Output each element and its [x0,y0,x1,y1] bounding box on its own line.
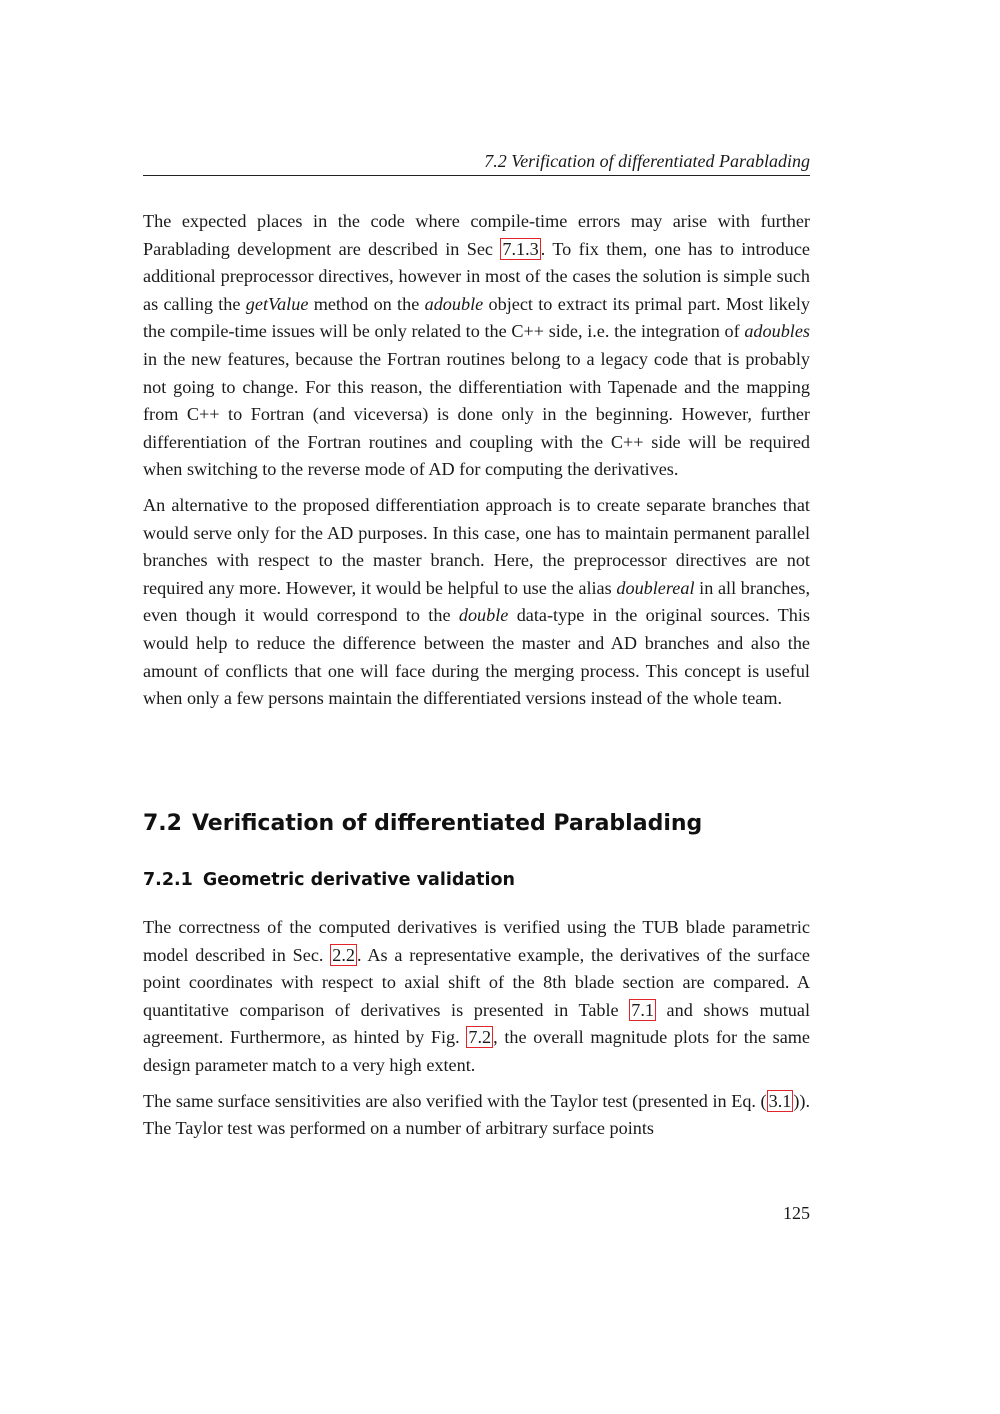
page-number: 125 [783,1203,810,1223]
code-term-adouble: adouble [424,293,484,314]
section-link-7-1-3[interactable]: 7.1.3 [502,238,539,259]
section-link-2-2[interactable]: 2.2 [332,944,356,965]
paragraph-compile-errors: The expected places in the code where compile-time errors may arise with further Parablading development are described in Sec 7.1.3 . To fix them, one has to introduce additional preprocessor directives, however in most of the cases the solution is simple such as calling the getValue method on the adouble object to extract its primal part. Most likely the compile-time issues will be only related to the C++ side, i.e. the integration of adoubles in the new features, because the Fortran routines belong to a legacy code that is probably not going to change. For this reason, the differentiation with Tapenade and the mapping from C++ to Fortran (and viceversa) is done only in the beginning. However, further differentiation of the Fortran routines and coupling with the C++ side will be required when switching to the reverse mode of AD for computing the derivatives. [143,211,810,480]
code-term-doublereal: doublereal [616,577,695,598]
paragraph-alternative-branches: An alternative to the proposed differentiation approach is to create separate branches that would serve only for the AD purposes. In this case, one has to maintain permanent parallel branches with respect to the master branch. Here, the preprocessor directives are not required any more. However, it would be helpful to use the alias doublereal in all branches, even though it would correspond to the double data-type in the original sources. This would help to reduce the difference between the master and AD branches and also the amount of conflicts that one will face during the merging process. This concept is useful when only a few persons maintain the differentiated versions instead of the whole team. [143,494,810,709]
section-number: 7.2 [143,811,182,836]
code-term-adoubles: adoubles [744,321,810,342]
paragraph-taylor-test: The same surface sensitivities are also verified with the Taylor test (presented in Eq. ( 3.1 )). The Taylor test was performed on a number of arbitrary surface points [143,1090,810,1139]
code-term-getvalue: getValue [245,293,309,314]
subsection-number: 7.2.1 [143,870,193,890]
section-title: Verification of differentiated Parablading [191,811,703,836]
figure-link-7-2[interactable]: 7.2 [468,1027,492,1048]
running-header: 7.2 Verification of differentiated Parablading [484,151,810,171]
paragraph-derivative-correctness: The correctness of the computed derivatives is verified using the TUB blade parametric model described in Sec. 2.2 . As a representative example, the derivatives of the surface point coordinates with respect to axial shift of the 8th blade section are compared. A quantitative comparison of derivatives is presented in Table 7.1 and shows mutual agreement. Furthermore, as hinted by Fig. 7.2 , the overall magnitude plots for the same design parameter match to a very high extent. [143,917,811,1075]
text-block-top [143,208,810,713]
text-block-bottom [143,914,810,1143]
equation-link-3-1[interactable]: 3.1 [768,1090,792,1111]
header-rule [143,175,810,176]
subsection-title: Geometric derivative validation [202,870,516,890]
table-link-7-1[interactable]: 7.1 [631,999,654,1020]
subsection-heading [143,866,515,894]
code-term-double: double [458,605,509,626]
section-heading [143,806,702,842]
